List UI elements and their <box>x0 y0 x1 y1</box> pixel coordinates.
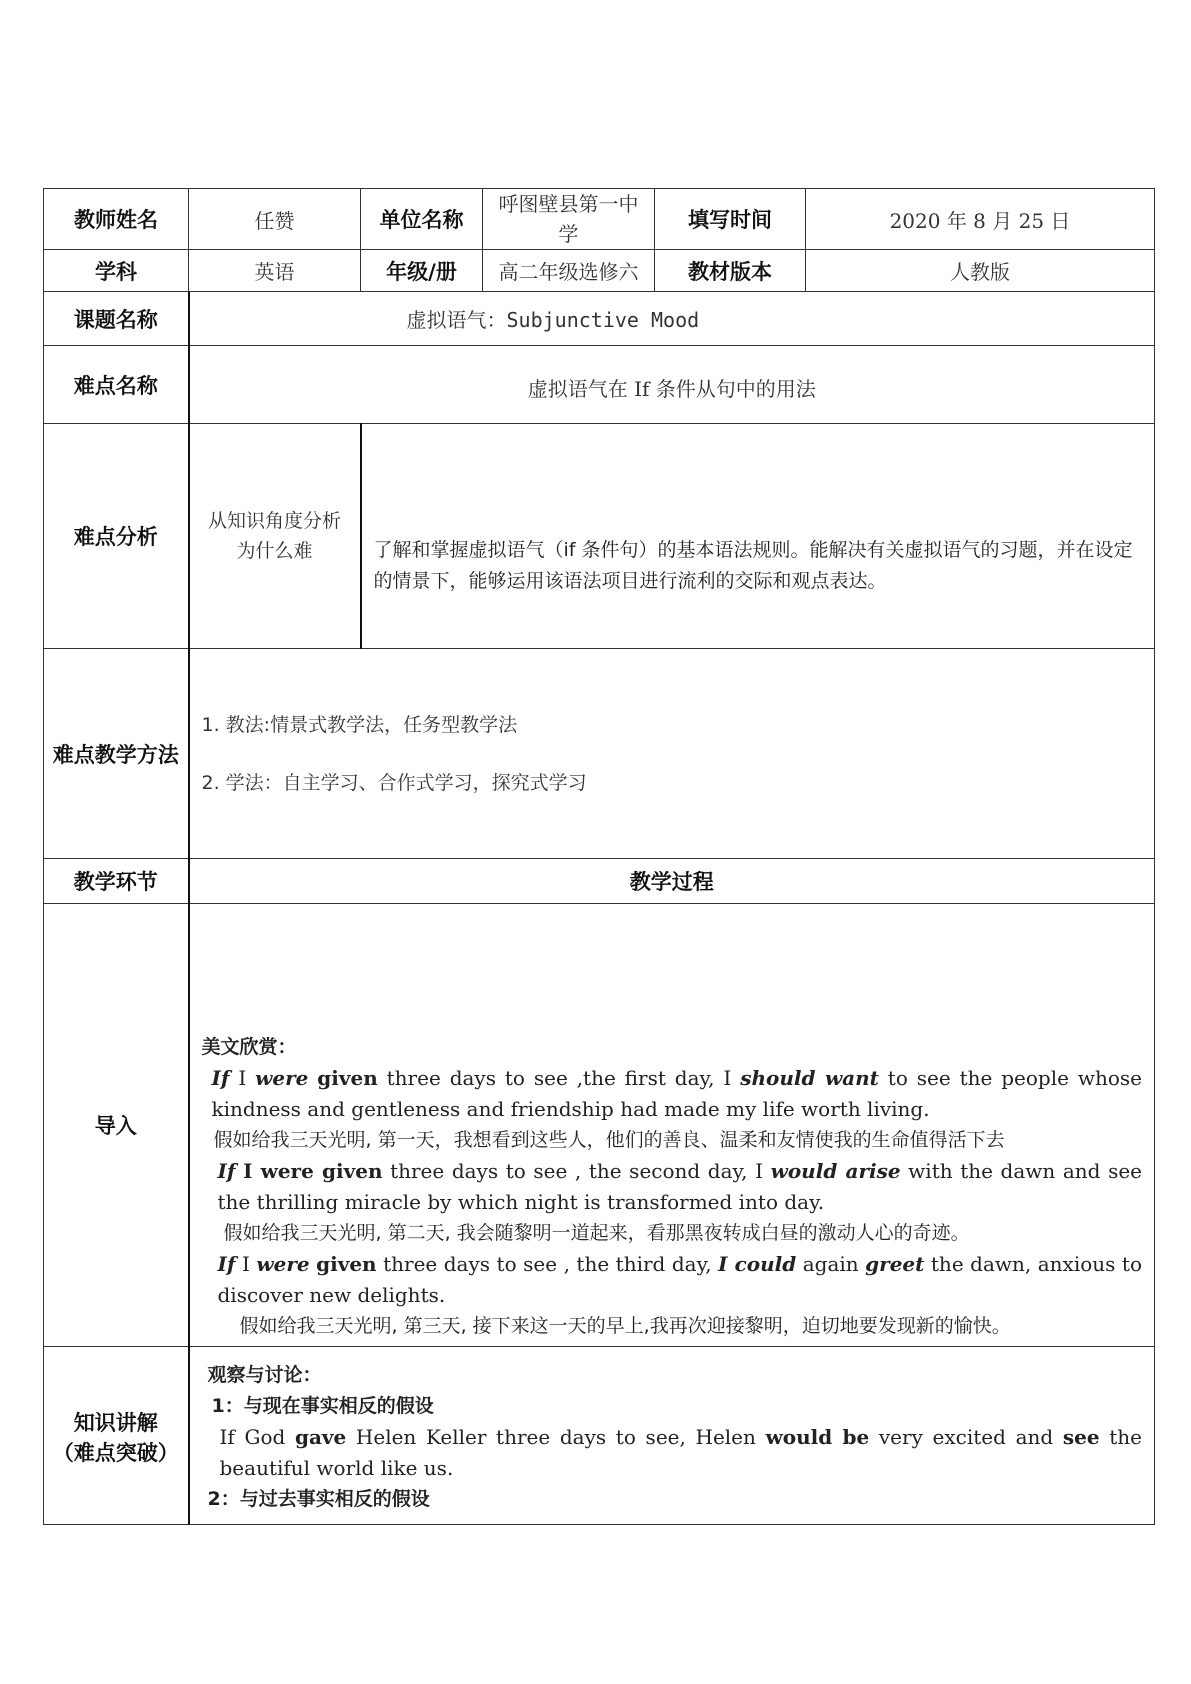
grade-label: 年级/册 <box>361 250 483 292</box>
unit-label: 单位名称 <box>361 189 483 250</box>
analysis-label: 难点分析 <box>44 424 189 649</box>
analysis-row <box>44 424 1155 649</box>
difficulty-value: 虚拟语气在 If 条件从句中的用法 <box>189 346 1155 424</box>
knowledge-cell <box>189 1347 1155 1525</box>
unit-value <box>483 189 655 250</box>
intro-p1-were: were <box>255 1066 309 1090</box>
intro-p2-t3: with the dawn and see the thrilling miracle by which night is transformed into day. <box>217 1159 1143 1214</box>
intro-p3-given: given <box>316 1252 377 1276</box>
knowledge-label <box>44 1347 189 1525</box>
process-value: 教学过程 <box>189 859 1155 904</box>
grade-value: 高二年级选修六 <box>483 250 655 292</box>
knowledge-ex1-t3: very excited and <box>869 1425 1063 1449</box>
intro-p1-t4: to see the people whose kindness and gentleness and friendship had made my life worth living. <box>211 1066 1142 1121</box>
intro-p2-would-arise: would arise <box>770 1159 901 1183</box>
knowledge-ex1-gave: gave <box>294 1425 347 1449</box>
intro-p1-t1: I <box>229 1066 256 1090</box>
teacher-label: 教师姓名 <box>44 189 189 250</box>
knowledge-ex1 <box>190 1422 1155 1484</box>
intro-row <box>44 904 1155 1347</box>
intro-p2-t1 <box>235 1159 243 1183</box>
intro-p3 <box>190 1249 1155 1311</box>
intro-p2 <box>190 1156 1155 1218</box>
process-label: 教学环节 <box>44 859 189 904</box>
process-header-row <box>44 859 1155 904</box>
intro-p3-t4: again <box>796 1252 866 1276</box>
lesson-plan-table <box>43 188 1155 1525</box>
intro-p2-i-were-given: I were given <box>243 1159 383 1183</box>
knowledge-label-line1: 知识讲解 <box>73 1410 158 1435</box>
knowledge-ex1-t4: the beautiful world like us. <box>219 1425 1142 1480</box>
analysis-sub-label-line1: 从知识角度分析 <box>207 510 341 532</box>
date-label: 填写时间 <box>655 189 806 250</box>
edition-value: 人教版 <box>806 250 1155 292</box>
knowledge-ex1-t1: If God <box>219 1425 295 1449</box>
difficulty-label: 难点名称 <box>44 346 189 424</box>
intro-p3-t1: I <box>235 1252 257 1276</box>
intro-p3-zh: 假如给我三天光明, 第三天, 接下来这一天的早上,我再次迎接黎明，迫切地要发现新的愉快。 <box>239 1315 1011 1337</box>
intro-p3-i-could: I could <box>718 1252 797 1276</box>
knowledge-ex1-t2: Helen Keller three days to see, Helen <box>346 1425 766 1449</box>
intro-p1-given: given <box>317 1066 378 1090</box>
knowledge-ex1-would-be: would be <box>765 1425 870 1449</box>
method-line1: 1. 教法:情景式教学法，任务型教学法 <box>201 713 518 736</box>
unit-value-line2: 学 <box>558 222 579 246</box>
intro-p1-t3: three days to see ,the first day, I <box>377 1066 741 1090</box>
intro-p3-t3: three days to see , the third day, <box>376 1252 719 1276</box>
knowledge-heading: 观察与讨论： <box>207 1364 322 1386</box>
header-row-1 <box>44 189 1155 250</box>
intro-cell <box>189 904 1155 1347</box>
knowledge-item2-title: 2：与过去事实相反的假设 <box>207 1488 430 1510</box>
intro-heading: 美文欣赏： <box>201 1036 297 1058</box>
intro-p3-if: If <box>217 1252 236 1276</box>
intro-p1-zh: 假如给我三天光明, 第一天，我想看到这些人，他们的善良、温柔和友情使我的生命值得活下去 <box>213 1129 1005 1151</box>
intro-p1-t2 <box>308 1066 317 1090</box>
intro-p3-t5: the dawn, anxious to discover new delights. <box>217 1252 1142 1307</box>
analysis-text: 了解和掌握虚拟语气（if 条件句）的基本语法规则。能解决有关虚拟语气的习题，并在设定的情景下，能够运用该语法项目进行流利的交际和观点表达。 <box>373 539 1133 592</box>
method-cell <box>189 649 1155 859</box>
analysis-text-cell <box>361 424 1155 649</box>
date-value: 2020 年 8 月 25 日 <box>806 189 1155 250</box>
analysis-sub-label <box>189 424 361 649</box>
teacher-value: 任赞 <box>189 189 361 250</box>
method-row <box>44 649 1155 859</box>
intro-p2-zh: 假如给我三天光明, 第二天, 我会随黎明一道起来，看那黑夜转成白昼的激动人心的奇迹。 <box>223 1222 970 1244</box>
subject-label: 学科 <box>44 250 189 292</box>
unit-value-line1: 呼图壁县第一中 <box>498 192 639 216</box>
knowledge-item1-title: 1：与现在事实相反的假设 <box>211 1395 434 1417</box>
intro-p1-if: If <box>211 1066 230 1090</box>
knowledge-ex1-see: see <box>1062 1425 1100 1449</box>
lesson-plan-form <box>43 188 1154 1525</box>
difficulty-row <box>44 346 1155 424</box>
topic-row <box>44 292 1155 346</box>
edition-label: 教材版本 <box>655 250 806 292</box>
subject-value: 英语 <box>189 250 361 292</box>
intro-p2-if: If <box>217 1159 236 1183</box>
intro-p1 <box>190 1063 1155 1125</box>
topic-label: 课题名称 <box>44 292 189 346</box>
topic-value: 虚拟语气：Subjunctive Mood <box>189 292 1155 346</box>
knowledge-row <box>44 1347 1155 1525</box>
knowledge-label-line2: （难点突破） <box>52 1440 179 1465</box>
method-label: 难点教学方法 <box>44 649 189 859</box>
method-line2: 2. 学法：自主学习、合作式学习，探究式学习 <box>201 771 587 794</box>
intro-p3-greet: greet <box>865 1252 925 1276</box>
intro-p1-should-want: should want <box>740 1066 879 1090</box>
analysis-sub-label-line2: 为什么难 <box>236 540 313 562</box>
intro-p2-t2: three days to see , the second day, I <box>382 1159 771 1183</box>
header-row-2 <box>44 250 1155 292</box>
intro-p3-were: were <box>256 1252 310 1276</box>
intro-label: 导入 <box>44 904 189 1347</box>
